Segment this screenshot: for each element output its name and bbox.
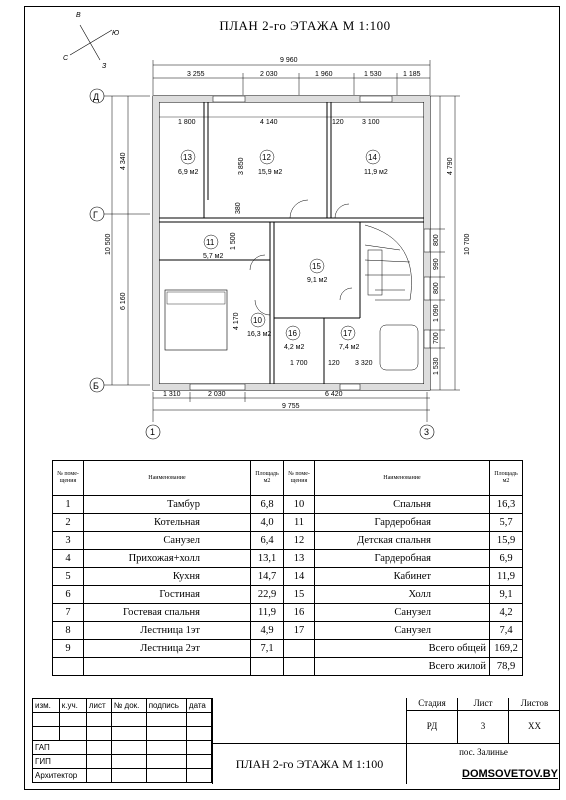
room-16-num: 16 (288, 329, 297, 338)
room-14-area: 11,9 м2 (364, 169, 388, 176)
compass-e: Ю (112, 30, 120, 37)
compass (63, 12, 119, 70)
total-living: 78,9 (490, 658, 523, 676)
col-kuch: к.уч. (59, 699, 86, 713)
total-general: 169,2 (490, 640, 523, 658)
cell-name: Санузел (315, 604, 490, 622)
stage-value: РД (407, 710, 458, 743)
cell-name: Гостевая спальня (84, 604, 251, 622)
cell-name: Гостиная (84, 586, 251, 604)
right-outer-dim: 4 790 (447, 157, 454, 175)
cell-area: 5,7 (490, 514, 523, 532)
cell-num: 2 (53, 514, 84, 532)
inner-dim-120: 120 (328, 360, 340, 367)
room-11-num: 11 (206, 238, 215, 247)
left-dim-2: 6 160 (120, 292, 127, 310)
table-row (53, 622, 523, 640)
cell-num: 16 (284, 604, 315, 622)
col-doc: № док. (111, 699, 146, 713)
cell-num: 3 (53, 532, 84, 550)
col-name-header: Наименование (84, 461, 251, 496)
drawing-title: ПЛАН 2-го ЭТАЖА М 1:100 (219, 18, 391, 33)
cell-name: Санузел (84, 532, 251, 550)
cell-area: 13,1 (251, 550, 284, 568)
bottom-dim-1: 1 310 (163, 391, 181, 398)
top-dim-5: 1 185 (403, 71, 421, 78)
room-10-num: 10 (253, 316, 262, 325)
cell-name: Гардеробная (315, 550, 490, 568)
stamp-title: ПЛАН 2-го ЭТАЖА М 1:100 (213, 743, 406, 785)
cell-num: 4 (53, 550, 84, 568)
col-date: дата (186, 699, 211, 713)
cell-num: 12 (284, 532, 315, 550)
room-17-num: 17 (343, 329, 352, 338)
col-izm: изм. (33, 699, 60, 713)
table-row (53, 532, 523, 550)
stage-label: Стадия (407, 698, 458, 710)
sheets-value: ХХ (528, 721, 541, 731)
inner-dim-1: 1 800 (178, 119, 196, 126)
table-row (53, 568, 523, 586)
bed (165, 290, 227, 350)
cell-area: 16,3 (490, 496, 523, 514)
cell-num: 17 (284, 622, 315, 640)
cell-num: 7 (53, 604, 84, 622)
col-area-header: Площадь м2 (251, 461, 284, 496)
site-logo: DOMSOVETOV.BY (462, 768, 558, 780)
cell-area: 7,4 (490, 622, 523, 640)
cell-num: 15 (284, 586, 315, 604)
cell-name: Санузел (315, 622, 490, 640)
cell-name: Котельная (84, 514, 251, 532)
total-living-label: Всего жилой (315, 658, 490, 676)
right-dim-4: 1 090 (433, 304, 440, 322)
top-total-dim: 9 960 (280, 57, 298, 64)
col-list: лист (86, 699, 111, 713)
room-12-area: 15,9 м2 (258, 169, 283, 176)
right-dim-2: 990 (433, 258, 440, 270)
table-row (53, 640, 523, 658)
sheet-label: Лист (458, 698, 509, 710)
cell-num: 10 (284, 496, 315, 514)
cell-num: 14 (284, 568, 315, 586)
cell-area: 4,9 (251, 622, 284, 640)
col-sign: подпись (146, 699, 186, 713)
cell-num: 6 (53, 586, 84, 604)
top-dim-4: 1 530 (364, 71, 382, 78)
top-dim-1: 3 255 (187, 71, 205, 78)
doors (250, 200, 352, 315)
cell-name: Кабинет (315, 568, 490, 586)
cell-num: 1 (53, 496, 84, 514)
bottom-total-dim: 9 755 (282, 403, 300, 410)
cell-name: Лестница 2эт (84, 640, 251, 658)
sheets-label: Листов (520, 698, 549, 708)
inner-dim-4170: 4 170 (233, 312, 240, 330)
location: пос. Залинье (407, 743, 560, 757)
axis-d: Д (93, 92, 100, 102)
cell-num: 11 (284, 514, 315, 532)
left-total-dim: 10 500 (105, 233, 112, 255)
axis-1: 1 (150, 427, 156, 437)
top-dim-2: 2 030 (260, 71, 278, 78)
cell-area: 11,9 (490, 568, 523, 586)
table-row (53, 496, 523, 514)
cell-area: 14,7 (251, 568, 284, 586)
staircase (365, 225, 418, 370)
col-num-header: № поме-щения (53, 461, 84, 496)
right-dim-6: 1 530 (433, 357, 440, 375)
inner-dim-2: 4 140 (260, 119, 278, 126)
room-13-num: 13 (183, 153, 192, 162)
role-gip: ГИП (33, 755, 87, 769)
cell-name: Кухня (84, 568, 251, 586)
right-dim-1: 800 (433, 234, 440, 246)
revision-table (32, 698, 212, 783)
compass-s: З (102, 63, 107, 70)
cell-area: 22,9 (251, 586, 284, 604)
room-15-area: 9,1 м2 (307, 277, 328, 284)
right-dim-3: 800 (433, 282, 440, 294)
table-header-row (53, 461, 523, 496)
room-12-num: 12 (262, 153, 271, 162)
right-dim-5: 700 (433, 332, 440, 344)
axis-b: Б (93, 381, 99, 391)
table-row (53, 514, 523, 532)
bottom-dim-2: 2 030 (208, 391, 226, 398)
role-gap: ГАП (33, 741, 87, 755)
total-general-label: Всего общей (315, 640, 490, 658)
inner-dim-3: 120 (332, 119, 344, 126)
room-14-num: 14 (368, 153, 377, 162)
cell-num: 5 (53, 568, 84, 586)
left-dim-1: 4 340 (120, 152, 127, 170)
cell-area: 4,0 (251, 514, 284, 532)
col-num-header: № поме-щения (284, 461, 315, 496)
inner-dim-3850: 3 850 (238, 157, 245, 175)
table-row (53, 658, 523, 676)
role-architect: Архитектор (33, 769, 87, 783)
inner-dim-1700: 1 700 (290, 360, 308, 367)
inner-dim-1500: 1 500 (230, 232, 237, 250)
bottom-dim-3: 6 420 (325, 391, 343, 398)
cell-area: 4,2 (490, 604, 523, 622)
axis-g: Г (93, 210, 98, 220)
cell-area: 11,9 (251, 604, 284, 622)
table-row (53, 550, 523, 568)
room-17-area: 7,4 м2 (339, 344, 360, 351)
right-total-dim: 10 700 (464, 233, 471, 255)
col-name-header: Наименование (315, 461, 490, 496)
cell-name: Спальня (315, 496, 490, 514)
inner-dim-380: 380 (235, 202, 242, 214)
axis-3: 3 (424, 427, 430, 437)
compass-w: С (63, 55, 69, 62)
inner-walls (159, 102, 424, 384)
inner-dim-3320: 3 320 (355, 360, 373, 367)
cell-name: Прихожая+холл (84, 550, 251, 568)
room-16-area: 4,2 м2 (284, 344, 305, 351)
cell-area: 6,4 (251, 532, 284, 550)
rooms-table (52, 460, 523, 676)
room-10-area: 16,3 м2 (247, 331, 272, 338)
cell-name: Гардеробная (315, 514, 490, 532)
sheet-value: 3 (458, 710, 509, 743)
compass-n: В (76, 12, 81, 19)
table-row (53, 586, 523, 604)
cell-num: 9 (53, 640, 84, 658)
room-11-area: 5,7 м2 (203, 253, 224, 260)
cell-num: 13 (284, 550, 315, 568)
room-15-num: 15 (312, 262, 321, 271)
cell-area: 9,1 (490, 586, 523, 604)
cell-name: Детская спальня (315, 532, 490, 550)
room-13-area: 6,9 м2 (178, 169, 199, 176)
cell-area: 6,8 (251, 496, 284, 514)
table-row (53, 604, 523, 622)
cell-num: 8 (53, 622, 84, 640)
inner-dim-4: 3 100 (362, 119, 380, 126)
cell-name: Холл (315, 586, 490, 604)
cell-name: Тамбур (84, 496, 251, 514)
top-dim-3: 1 960 (315, 71, 333, 78)
cell-name: Лестница 1эт (84, 622, 251, 640)
title-block (32, 698, 558, 784)
cell-area: 15,9 (490, 532, 523, 550)
col-area-header: Площадь м2 (490, 461, 523, 496)
cell-area: 7,1 (251, 640, 284, 658)
cell-area: 6,9 (490, 550, 523, 568)
